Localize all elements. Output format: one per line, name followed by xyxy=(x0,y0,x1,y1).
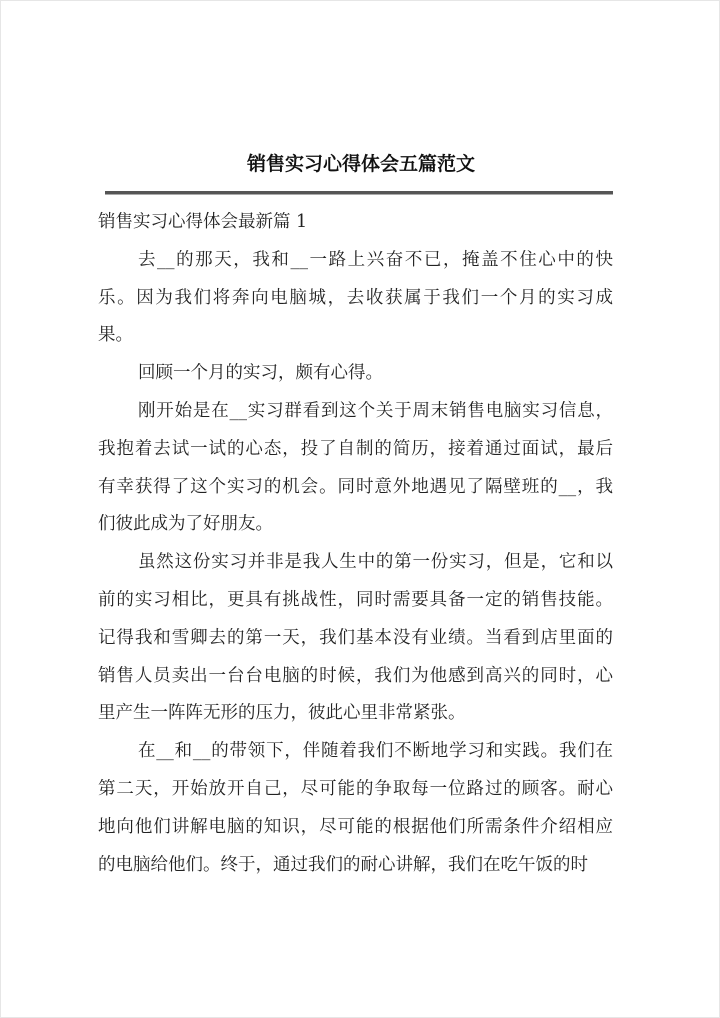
title-divider xyxy=(105,191,613,195)
section-heading: 销售实习心得体会最新篇 1 xyxy=(98,212,308,232)
paragraph-line: 地向他们讲解电脑的知识，尽可能的根据他们所需条件介绍相应 xyxy=(98,816,613,837)
paragraph-line: 第二天，开始放开自己，尽可能的争取每一位路过的顾客。耐心 xyxy=(98,778,613,799)
paragraph-line: 果。 xyxy=(98,325,133,346)
paragraph-line: 刚开始是在__实习群看到这个关于周末销售电脑实习信息， xyxy=(138,400,613,421)
paragraph-line: 有幸获得了这个实习的机会。同时意外地遇见了隔壁班的__，我 xyxy=(98,476,613,497)
document-title: 销售实习心得体会五篇范文 xyxy=(246,153,475,175)
paragraph-line: 我抱着去试一试的心态，投了自制的简历，接着通过面试，最后 xyxy=(98,438,613,459)
paragraph-line: 记得我和雪卿去的第一天，我们基本没有业绩。当看到店里面的 xyxy=(98,627,613,648)
paragraph-line: 们彼此成为了好朋友。 xyxy=(98,514,273,535)
paragraph-line: 去__的那天，我和__一路上兴奋不已，掩盖不住心中的快 xyxy=(138,249,613,270)
document-body xyxy=(98,204,613,884)
paragraph xyxy=(98,733,613,884)
paragraph-line: 里产生一阵阵无形的压力，彼此心里非常紧张。 xyxy=(98,703,466,724)
paragraph xyxy=(98,393,613,544)
paragraph xyxy=(98,355,613,393)
paragraph-line: 回顾一个月的实习，颇有心得。 xyxy=(138,363,383,384)
paragraph-line: 虽然这份实习并非是我人生中的第一份实习，但是，它和以 xyxy=(138,552,613,573)
paragraph-line: 销售人员卖出一台台电脑的时候，我们为他感到高兴的同时，心 xyxy=(98,665,613,686)
paragraph xyxy=(98,544,613,733)
paragraph xyxy=(98,242,613,355)
paragraph-line: 的电脑给他们。终于，通过我们的耐心讲解，我们在吃午饭的时 xyxy=(98,854,588,875)
paragraphs xyxy=(98,242,613,885)
paragraph-line: 乐。因为我们将奔向电脑城，去收获属于我们一个月的实习成 xyxy=(98,287,613,308)
paragraph-line: 前的实习相比，更具有挑战性，同时需要具备一定的销售技能。 xyxy=(98,589,613,610)
paragraph-line: 在__和__的带领下，伴随着我们不断地学习和实践。我们在 xyxy=(138,741,613,762)
